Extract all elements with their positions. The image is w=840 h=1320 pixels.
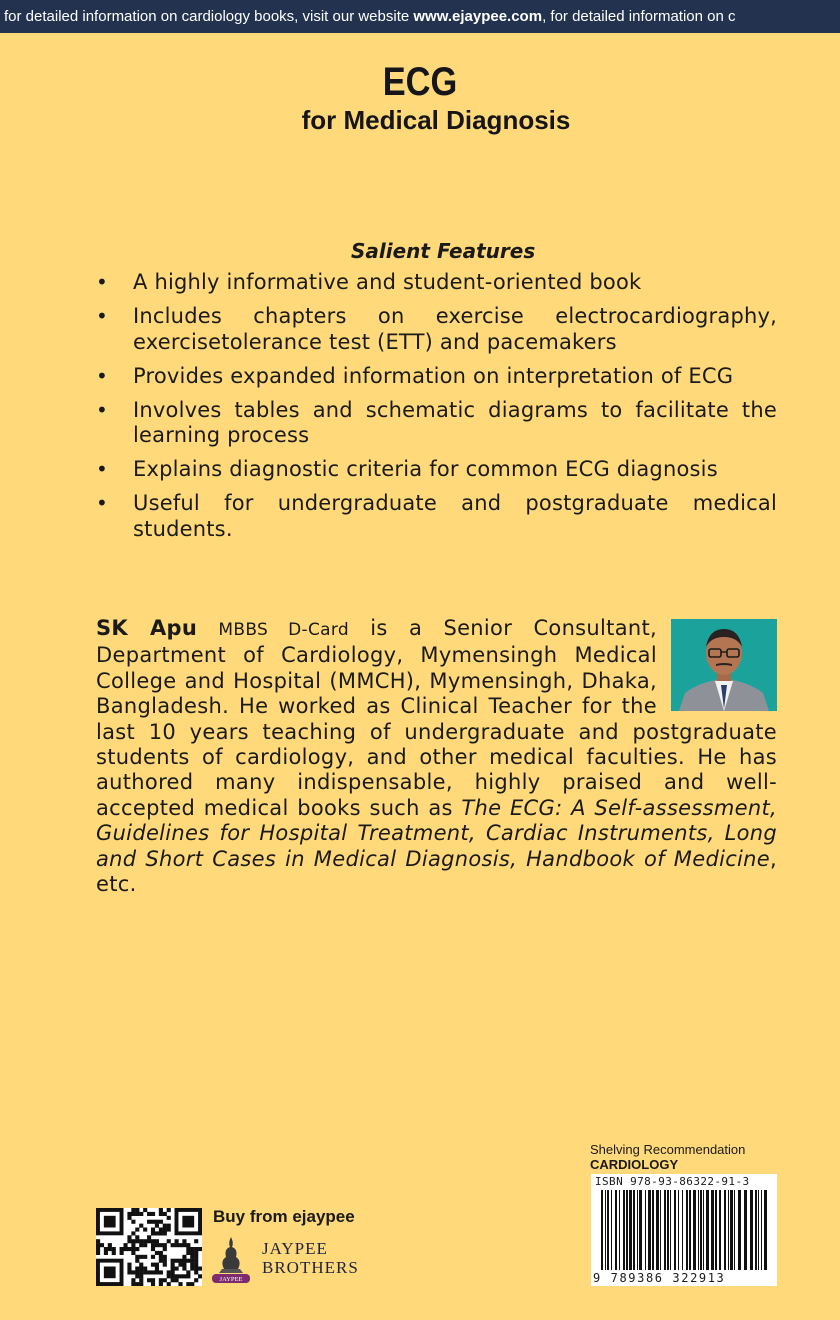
book-title: ECG — [382, 60, 458, 104]
author-bio-end: , etc. — [96, 846, 777, 897]
barcode — [591, 1174, 777, 1286]
bullet-icon: • — [96, 270, 108, 294]
list-item: • A highly informative and student-oriented book — [96, 270, 642, 294]
bullet-icon: • — [96, 457, 108, 481]
bullet-icon: • — [96, 304, 108, 328]
author-bio — [96, 616, 777, 897]
shelving-label: Shelving Recommendation — [590, 1142, 746, 1157]
bullet-icon: • — [96, 397, 108, 422]
portrait-image — [671, 619, 777, 711]
author-bio-text: is a Senior Consultant, Department of Cardiology, Mymensingh Medical College and Hospital (MMCH), Mymensingh, Dhaka, Bangladesh. He worked as Clinical Teacher for the last 10 years teaching of undergraduate and postgraduate students of cardiology, and other medical faculties. He has authored many indispensable, highly praised and well-accepted medical books such as — [96, 616, 777, 820]
list-item: • Useful for undergraduate and postgraduate medical students. — [96, 491, 777, 541]
shelving-value: CARDIOLOGY — [590, 1157, 679, 1172]
list-item: • Explains diagnostic criteria for common ECG diagnosis — [96, 457, 718, 481]
qr-code[interactable] — [96, 1208, 202, 1286]
isbn-text: ISBN 978-93-86322-91-3 — [595, 1175, 750, 1188]
top-banner — [0, 0, 840, 33]
publisher-logo-icon — [210, 1233, 252, 1285]
list-item: • Provides expanded information on interpretation of ECG — [96, 363, 734, 388]
features-list — [96, 270, 777, 551]
buy-link[interactable]: Buy from ejaypee — [213, 1207, 355, 1226]
banner-text-end: , for detailed information on c — [542, 8, 736, 25]
barcode-bars — [591, 1174, 777, 1286]
bullet-icon: • — [96, 491, 108, 515]
author-name: SK Apu — [96, 616, 198, 640]
list-item: • Involves tables and schematic diagrams to facilitate the learning process — [96, 397, 777, 447]
features-heading: Salient Features — [351, 239, 536, 263]
banner-text: for detailed information on cardiology books, visit our website — [4, 8, 414, 25]
list-item: • Includes chapters on exercise electrocardiography, exercisetolerance test (ETT) and pacemakers — [96, 304, 777, 354]
barcode-digits: 9 789386 322913 — [593, 1271, 726, 1285]
website-link[interactable]: www.ejaypee.com — [413, 8, 543, 25]
author-photo — [671, 619, 777, 711]
bullet-icon: • — [96, 363, 108, 388]
book-subtitle: for Medical Diagnosis — [301, 105, 571, 135]
author-degree: MBBS D-Card — [218, 620, 349, 640]
logo-text: JAYPEE — [219, 1276, 243, 1283]
author-books: The ECG: A Self-assessment, Guidelines for Hospital Treatment, Cardiac Instruments, Long and Short Cases in Medical Diagnosis, Handbook of Medicine — [96, 795, 777, 871]
publisher-name: JAYPEE BROTHERS — [262, 1239, 359, 1277]
